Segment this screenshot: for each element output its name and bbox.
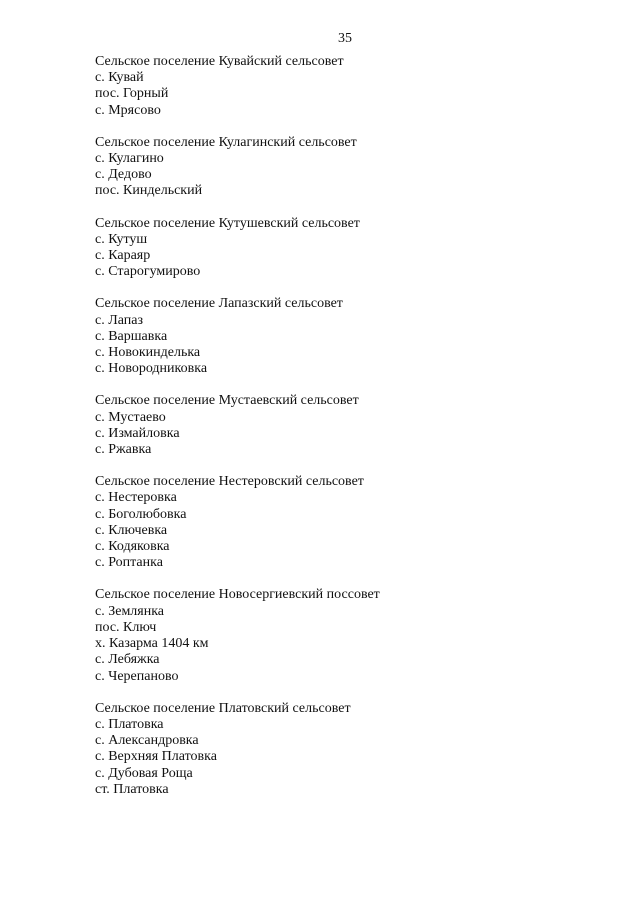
section-title: Сельское поселение Новосергиевский поссовет <box>95 587 380 603</box>
list-item: с. Черепаново <box>95 668 179 684</box>
page-number: 35 <box>338 31 352 46</box>
section-kuvaysky <box>95 54 595 119</box>
list-item: с. Дедово <box>95 167 152 183</box>
list-item: пос. Ключ <box>95 619 157 635</box>
list-item: с. Лапаз <box>95 312 143 328</box>
section-title: Сельское поселение Кутушевский сельсовет <box>95 215 360 231</box>
list-item: пос. Горный <box>95 86 169 102</box>
list-item: с. Новокинделька <box>95 345 201 361</box>
section-title: Сельское поселение Платовский сельсовет <box>95 700 351 716</box>
list-item: с. Старогумирово <box>95 264 201 280</box>
list-item: с. Кутуш <box>95 231 148 247</box>
list-item: х. Казарма 1404 км <box>95 636 209 652</box>
list-item: с. Ключевка <box>95 522 168 538</box>
list-item: с. Ржавка <box>95 442 152 458</box>
list-item: с. Варшавка <box>95 328 168 344</box>
list-item: с. Новородниковка <box>95 361 208 377</box>
section-novosergievsky <box>95 587 595 684</box>
list-item: с. Кулагино <box>95 151 164 167</box>
list-item: с. Лебяжка <box>95 652 160 668</box>
list-item: с. Дубовая Роща <box>95 765 193 781</box>
section-title: Сельское поселение Мустаевский сельсовет <box>95 393 359 409</box>
list-item: с. Роптанка <box>95 555 163 571</box>
list-item: с. Верхняя Платовка <box>95 749 217 765</box>
list-item: с. Землянка <box>95 603 165 619</box>
section-title: Сельское поселение Нестеровский сельсовет <box>95 474 364 490</box>
list-item: с. Платовка <box>95 716 164 732</box>
list-item: с. Боголюбовка <box>95 506 187 522</box>
section-nesterovsky <box>95 474 595 571</box>
section-title: Сельское поселение Кувайский сельсовет <box>95 54 344 69</box>
section-lapazsky <box>95 296 595 377</box>
list-item: ст. Платовка <box>95 781 169 797</box>
list-item: с. Мустаево <box>95 409 166 425</box>
section-mustaevsky <box>95 393 595 458</box>
section-platovsky <box>95 701 595 798</box>
section-kutushevsky <box>95 216 595 281</box>
section-title: Сельское поселение Кулагинский сельсовет <box>95 134 357 150</box>
list-item: с. Александровка <box>95 733 199 749</box>
list-item: с. Мрясово <box>95 102 161 118</box>
section-kulaginsky <box>95 135 595 200</box>
list-item: с. Кодяковка <box>95 539 170 555</box>
list-item: с. Караяр <box>95 248 151 264</box>
list-item: с. Измайловка <box>95 425 180 441</box>
settlement-list <box>95 54 595 814</box>
section-title: Сельское поселение Лапазский сельсовет <box>95 296 343 312</box>
list-item: с. Нестеровка <box>95 490 177 506</box>
list-item: с. Кувай <box>95 70 144 86</box>
list-item: пос. Киндельский <box>95 183 203 199</box>
